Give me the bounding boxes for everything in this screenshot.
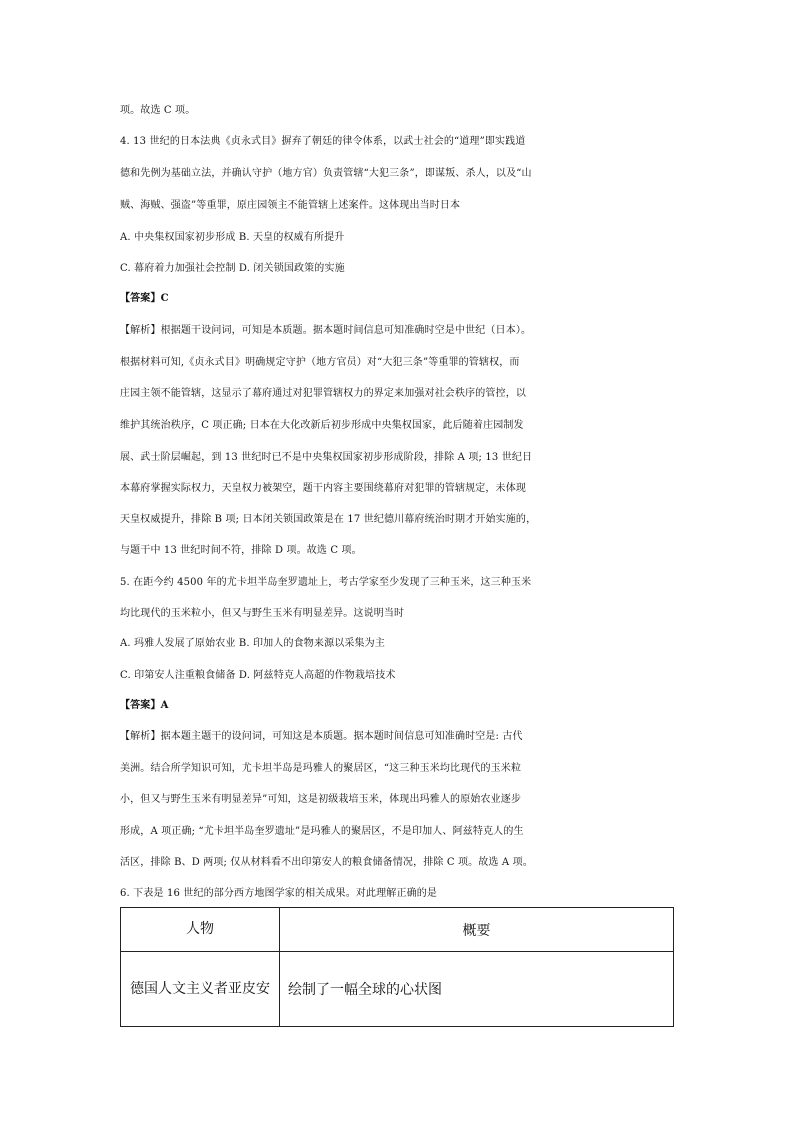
question-4-stem: 4. 13 世纪的日本法典《贞永式目》摒弃了朝廷的律令体系，以武士社会的“道理”即实践道 (120, 136, 526, 147)
text-line: 展、武士阶层崛起，到 13 世纪时已不是中央集权国家初步形成阶段，排除 A 项; 13 世纪日 (120, 452, 533, 463)
table-row (121, 952, 674, 1027)
question-4-options-ab: A. 中央集权国家初步形成 B. 天皇的权威有所提升 (120, 232, 345, 243)
question-4-answer: 【答案】C (120, 293, 169, 304)
table-header-summary: 概要 (280, 908, 674, 952)
text-line: 德和先例为基础立法，并确认守护（地方官）负责管辖“大犯三条”，即谋叛、杀人，以及“山 (120, 168, 532, 179)
text-line: 根据材料可知,《贞永式目》明确规定守护（地方官员）对“大犯三条”等重罪的管辖权，而 (120, 357, 520, 368)
text-line: 活区，排除 B、D 两项; 仅从材料看不出印第安人的粮食储备情况，排除 C 项。故选 A 项。 (120, 857, 533, 868)
question-5-options-cd: C. 印第安人注重粮食储备 D. 阿兹特克人高超的作物栽培技术 (120, 670, 396, 681)
text-line: 项。故选 C 项。 (120, 105, 196, 116)
table-header-person: 人物 (121, 908, 280, 952)
text-line: 与题干中 13 世纪时间不符，排除 D 项。故选 C 项。 (120, 545, 362, 556)
text-line: 本幕府掌握实际权力，天皇权力被架空，题干内容主要围绕幕府对犯罪的管辖规定，未体现 (120, 483, 526, 494)
cartographers-table (120, 907, 674, 1027)
question-6-stem: 6. 下表是 16 世纪的部分西方地图学家的相关成果。对此理解正确的是 (120, 888, 438, 899)
text-line: 天皇权威提升，排除 B 项; 日本闭关锁国政策是在 17 世纪德川幕府统治时期才开始实施的， (120, 514, 537, 525)
text-line: 美洲。结合所学知识可知，尤卡坦半岛是玛雅人的聚居区，“这三种玉米均比现代的玉米粒 (120, 763, 522, 774)
table-cell-person: 德国人文主义者亚皮安 (121, 952, 280, 1027)
text-line: 维护其统治秩序，C 项正确; 日本在大化改新后初步形成中央集权国家，此后随着庄园制发 (120, 420, 524, 431)
question-4-options-cd: C. 幕府着力加强社会控制 D. 闭关锁国政策的实施 (120, 263, 345, 274)
text-line: 均比现代的玉米粒小，但又与野生玉米有明显差异。这说明当时 (120, 608, 405, 619)
table-cell-summary: 绘制了一幅全球的心状图 (280, 952, 674, 1027)
question-5-answer: 【答案】A (120, 700, 169, 711)
question-4-analysis: 【解析】根据题干设问词，可知是本质题。据本题时间信息可知准确时空是中世纪（日本）。 (120, 325, 532, 336)
question-5-options-ab: A. 玛雅人发展了原始农业 B. 印加人的食物来源以采集为主 (120, 638, 385, 649)
text-line: 贼、海贼、强盗”等重罪，原庄园领主不能管辖上述案件。这体现出当时日本 (120, 200, 461, 211)
table-header-row (121, 908, 674, 952)
question-5-stem: 5. 在距今约 4500 年的尤卡坦半岛奎罗遗址上，考古学家至少发现了三种玉米，这三种玉米 (120, 577, 532, 588)
text-line: 小，但又与野生玉米有明显差异”可知，这是初级栽培玉米，体现出玛雅人的原始农业逐步 (120, 794, 522, 805)
text-line: 庄园主领不能管辖，这显示了幕府通过对犯罪管辖权力的界定来加强对社会秩序的管控，以 (120, 388, 526, 399)
text-line: 形成，A 项正确; “尤卡坦半岛奎罗遗址”是玛雅人的聚居区，不是印加人、阿兹特克人的生 (120, 826, 524, 837)
question-5-analysis: 【解析】据本题主题干的设问词，可知这是本质题。据本题时间信息可知准确时空是: 古代 (120, 731, 523, 742)
